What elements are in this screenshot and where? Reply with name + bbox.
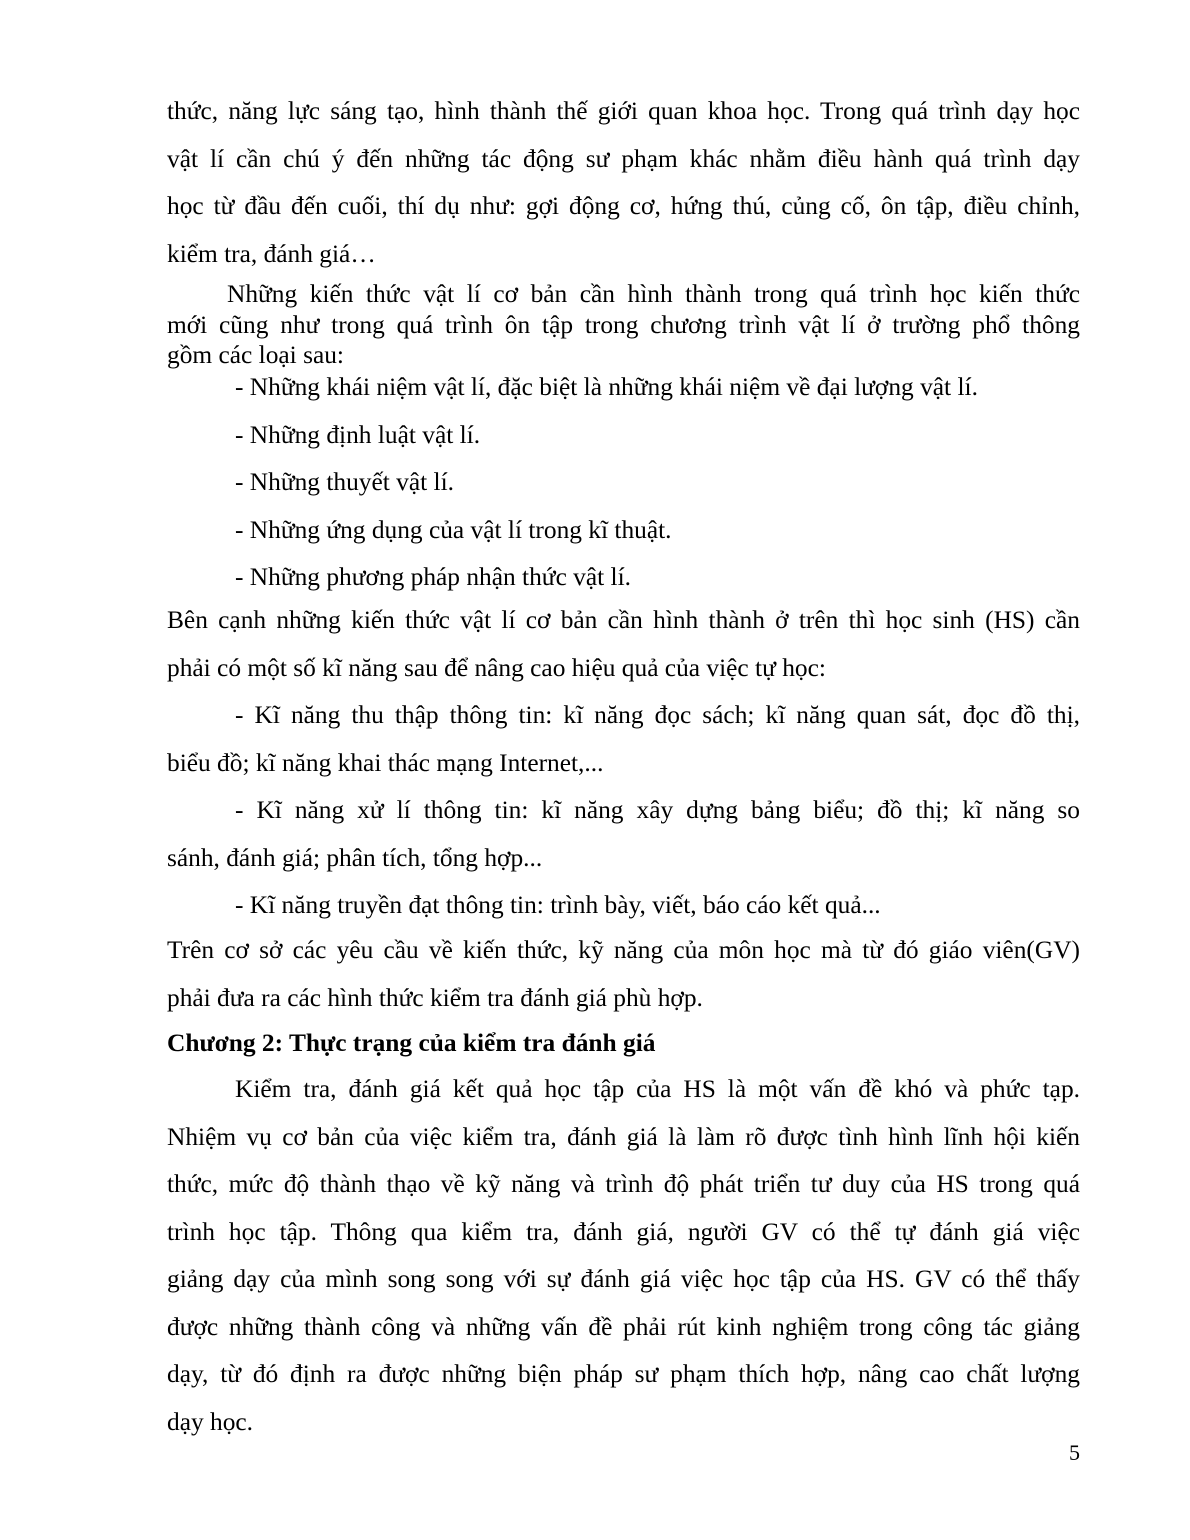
skills-line: Bên cạnh những kiến thức vật lí cơ bản cần hình thành ở trên thì học sinh (HS) cần	[167, 606, 1080, 634]
intro-line: học từ đầu đến cuối, thí dụ như: gợi động cơ, hứng thú, củng cố, ôn tập, điều chỉnh,	[167, 192, 1080, 220]
conclusion-line: Trên cơ sở các yêu cầu về kiến thức, kỹ năng của môn học mà từ đó giáo viên(GV)	[167, 936, 1080, 964]
list-item: - Những định luật vật lí.	[235, 420, 481, 449]
skill-item-line: sánh, đánh giá; phân tích, tổng hợp...	[167, 843, 543, 872]
conclusion-line: phải đưa ra các hình thức kiểm tra đánh giá phù hợp.	[167, 983, 703, 1012]
chapter2-line: dạy, từ đó định ra được những biện pháp sư phạm thích hợp, nâng cao chất lượng	[167, 1360, 1080, 1388]
skill-item-line: - Kĩ năng truyền đạt thông tin: trình bày, viết, báo cáo kết quả...	[235, 891, 881, 919]
chapter2-line: giảng dạy của mình song song với sự đánh giá việc học tập của HS. GV có thể thấy	[167, 1265, 1080, 1293]
intro-line: kiểm tra, đánh giá…	[167, 239, 376, 268]
intro-paragraph	[167, 88, 1080, 278]
intro-line: vật lí cần chú ý đến những tác động sư phạm khác nhằm điều hành quá trình dạy	[167, 144, 1080, 173]
list-item: - Những khái niệm vật lí, đặc biệt là những khái niệm về đại lượng vật lí.	[235, 373, 978, 401]
chapter-heading: Chương 2: Thực trạng của kiểm tra đánh giá	[167, 1029, 656, 1057]
chapter2-line: Kiểm tra, đánh giá kết quả học tập của HS là một vấn đề khó và phức tạp.	[235, 1075, 1080, 1103]
chapter2-line: trình học tập. Thông qua kiểm tra, đánh giá, người GV có thể tự đánh giá việc	[167, 1217, 1080, 1246]
knowledge-list	[167, 364, 1080, 602]
basic-knowledge-paragraph	[167, 279, 1080, 371]
chapter2-line: thức, mức độ thành thạo về kỹ năng và trình độ phát triển tư duy của HS trong quá	[167, 1170, 1080, 1198]
basic-knowledge-line: gồm các loại sau:	[167, 341, 344, 369]
list-item: - Những ứng dụng của vật lí trong kĩ thuật.	[235, 515, 672, 544]
skill-item-line: - Kĩ năng xử lí thông tin: kĩ năng xây dựng bảng biểu; đồ thị; kĩ năng so	[235, 796, 1080, 824]
skills-list	[167, 692, 1080, 930]
skill-item-line: - Kĩ năng thu thập thông tin: kĩ năng đọc sách; kĩ năng quan sát, đọc đồ thị,	[235, 701, 1080, 729]
chapter2-line: dạy học.	[167, 1407, 254, 1436]
skills-line: phải có một số kĩ năng sau để nâng cao hiệu quả của việc tự học:	[167, 653, 826, 682]
chapter2-line: Nhiệm vụ cơ bản của việc kiểm tra, đánh giá là làm rõ được tình hình lĩnh hội kiến	[167, 1122, 1080, 1151]
intro-line: thức, năng lực sáng tạo, hình thành thế giới quan khoa học. Trong quá trình dạy học	[167, 97, 1080, 125]
page-number: 5	[1069, 1440, 1080, 1465]
skills-paragraph	[167, 597, 1080, 692]
list-item: - Những thuyết vật lí.	[235, 468, 454, 496]
list-item: - Những phương pháp nhận thức vật lí.	[235, 563, 632, 591]
skill-item-line: biểu đồ; kĩ năng khai thác mạng Internet,...	[167, 748, 604, 777]
basic-knowledge-line: mới cũng như trong quá trình ôn tập trong chương trình vật lí ở trường phổ thông	[167, 310, 1080, 339]
chapter2-line: được những thành công và những vấn đề phải rút kinh nghiệm trong công tác giảng	[167, 1312, 1080, 1341]
basic-knowledge-line: Những kiến thức vật lí cơ bản cần hình thành trong quá trình học kiến thức	[227, 280, 1080, 308]
conclusion-paragraph	[167, 927, 1080, 1022]
chapter2-paragraph	[167, 1066, 1080, 1446]
